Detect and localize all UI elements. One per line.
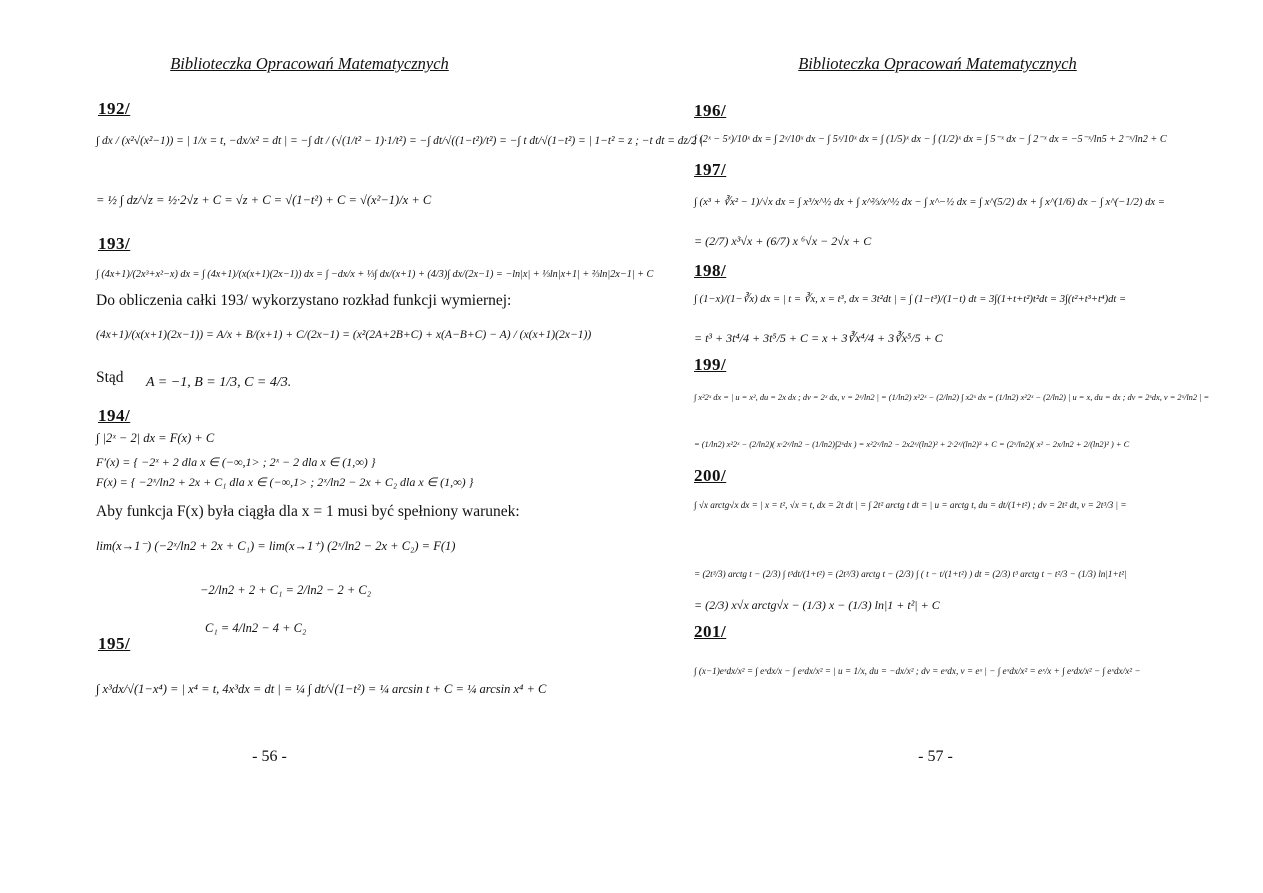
equation-199-line-2: = (1/ln2) x²2ˣ − (2/ln2)( x·2ˣ/ln2 − (1/ln2)∫2ˣdx ) = x²2ˣ/ln2 − 2x2ˣ/(ln2)² + 2·2ˣ/(ln2)³ + C = (2ˣ/ln2)( x² − 2x/ln2 + 2/(ln2)² ) + C xyxy=(694,440,1130,449)
equation-197-line-2: = (2/7) x³√x + (6/7) x ⁶√x − 2√x + C xyxy=(694,234,872,248)
problem-number-196: 196/ xyxy=(694,101,727,120)
equation-192-line-1: ∫ dx / (x²√(x²−1)) = | 1/x = t, −dx/x² = dt | = −∫ dt / (√(1/t² − 1)·1/t²) = −∫ dt/√((1−t²)/t²) = −∫ t dt/√(1−t²) = | 1−t² = z ; −t dt = dz/2 | xyxy=(96,135,703,147)
problem-number-193: 193/ xyxy=(98,234,131,253)
problem-number-195: 195/ xyxy=(98,634,131,653)
equation-193-line-2: (4x+1)/(x(x+1)(2x−1)) = A/x + B/(x+1) + C/(2x−1) = (x²(2A+2B+C) + x(A−B+C) − A) / (x(x+1)(2x−1)) xyxy=(96,328,592,341)
equation-194-line-3: F(x) = { −2ˣ/ln2 + 2x + C₁ dla x ∈ (−∞,1> ; 2ˣ/ln2 − 2x + C₂ dla x ∈ (1,∞) } xyxy=(96,475,474,489)
problem-number-194: 194/ xyxy=(98,406,131,425)
equation-201-line-1: ∫ (x−1)eˣdx/x² = ∫ eˣdx/x − ∫ eˣdx/x² = | u = 1/x, du = −dx/x² ; dv = eˣdx, v = eˣ | − ∫ eˣdx/x² = eˣ/x + ∫ eˣdx/x² − ∫ eˣdx/x² − xyxy=(694,666,1141,676)
equation-192-line-2: = ½ ∫ dz/√z = ½·2√z + C = √z + C = √(1−t²) + C = √(x²−1)/x + C xyxy=(96,193,432,207)
equation-193-line-1: ∫ (4x+1)/(2x³+x²−x) dx = ∫ (4x+1)/(x(x+1)(2x−1)) dx = ∫ −dx/x + ⅓∫ dx/(x+1) + (4/3)∫ dx/(2x−1) = −ln|x| + ⅓ln|x+1| + ⅔ln|2x−1| + C xyxy=(96,269,654,280)
paragraph-194: Aby funkcja F(x) była ciągła dla x = 1 musi być spełniony warunek: xyxy=(96,503,520,520)
problem-number-199: 199/ xyxy=(694,355,727,374)
page-number: - 56 - xyxy=(252,748,287,765)
equation-195-line-1: ∫ x³dx/√(1−x⁴) = | x⁴ = t, 4x³dx = dt | = ¼ ∫ dt/√(1−t²) = ¼ arcsin t + C = ¼ arcsin x⁴ + C xyxy=(96,682,547,696)
equation-194-line-6: C₁ = 4/ln2 − 4 + C₂ xyxy=(205,621,307,635)
equation-200-line-1: ∫ √x arctg√x dx = | x = t², √x = t, dx = 2t dt | = ∫ 2t² arctg t dt = | u = arctg t, du = dt/(1+t²) ; dv = 2t² dt, v = 2t³/3 | = xyxy=(694,500,1127,510)
problem-number-201: 201/ xyxy=(694,622,727,641)
right-page xyxy=(632,0,1263,893)
equation-193-line-3: A = −1, B = 1/3, C = 4/3. xyxy=(146,375,292,390)
equation-194-line-4: lim(x→1⁻) (−2ˣ/ln2 + 2x + C₁) = lim(x→1⁺) (2ˣ/ln2 − 2x + C₂) = F(1) xyxy=(96,539,456,553)
equation-198-line-1: ∫ (1−x)/(1−∛x) dx = | t = ∛x, x = t³, dx = 3t²dt | = ∫ (1−t³)/(1−t) dt = 3∫(1+t+t²)t²dt = 3∫(t²+t³+t⁴)dt = xyxy=(694,294,1127,305)
equation-200-line-3: = (2/3) x√x arctg√x − (1/3) x − (1/3) ln|1 + t²| + C xyxy=(694,598,940,612)
equation-198-line-2: = t³ + 3t⁴/4 + 3t⁵/5 + C = x + 3∛x⁴/4 + 3∛x⁵/5 + C xyxy=(694,331,943,345)
equation-196-line-1: ∫ (2ˣ − 5ˣ)/10ˣ dx = ∫ 2ˣ/10ˣ dx − ∫ 5ˣ/10ˣ dx = ∫ (1/5)ˣ dx − ∫ (1/2)ˣ dx = ∫ 5⁻ˣ dx − ∫ 2⁻ˣ dx = −5⁻ˣ/ln5 + 2⁻ˣ/ln2 + C xyxy=(694,134,1167,145)
equation-197-line-1: ∫ (x³ + ∛x² − 1)/√x dx = ∫ x³/x^½ dx + ∫ x^⅔/x^½ dx − ∫ x^−½ dx = ∫ x^(5/2) dx + ∫ x^(1/6) dx − ∫ x^(−1/2) dx = xyxy=(694,197,1165,208)
problem-number-198: 198/ xyxy=(694,261,727,280)
stad-label: Stąd xyxy=(96,369,124,386)
problem-number-192: 192/ xyxy=(98,99,131,118)
equation-200-line-2: = (2t³/3) arctg t − (2/3) ∫ t³dt/(1+t²) = (2t³/3) arctg t − (2/3) ∫ ( t − t/(1+t²) ) dt = (2/3) t³ arctg t − t²/3 − (1/3) ln|1+t²| xyxy=(694,569,1127,579)
running-header: Biblioteczka Opracowań Matematycznych xyxy=(170,54,449,73)
equation-199-line-1: ∫ x²2ˣ dx = | u = x², du = 2x dx ; dv = 2ˣ dx, v = 2ˣ/ln2 | = (1/ln2) x²2ˣ − (2/ln2) ∫ x2ˣ dx = (1/ln2) x²2ˣ − (2/ln2) | u = x, du = dx ; dv = 2ˣdx, v = 2ˣ/ln2 | = xyxy=(694,393,1210,402)
paragraph-193: Do obliczenia całki 193/ wykorzystano rozkład funkcji wymiernej: xyxy=(96,292,512,309)
equation-194-line-1: ∫ |2ˣ − 2| dx = F(x) + C xyxy=(96,431,215,445)
problem-number-197: 197/ xyxy=(694,160,727,179)
running-header: Biblioteczka Opracowań Matematycznych xyxy=(798,54,1077,73)
problem-number-200: 200/ xyxy=(694,466,727,485)
page-number: - 57 - xyxy=(918,748,953,765)
equation-194-line-2: F′(x) = { −2ˣ + 2 dla x ∈ (−∞,1> ; 2ˣ − 2 dla x ∈ (1,∞) } xyxy=(96,455,376,469)
equation-194-line-5: −2/ln2 + 2 + C₁ = 2/ln2 − 2 + C₂ xyxy=(200,583,372,597)
